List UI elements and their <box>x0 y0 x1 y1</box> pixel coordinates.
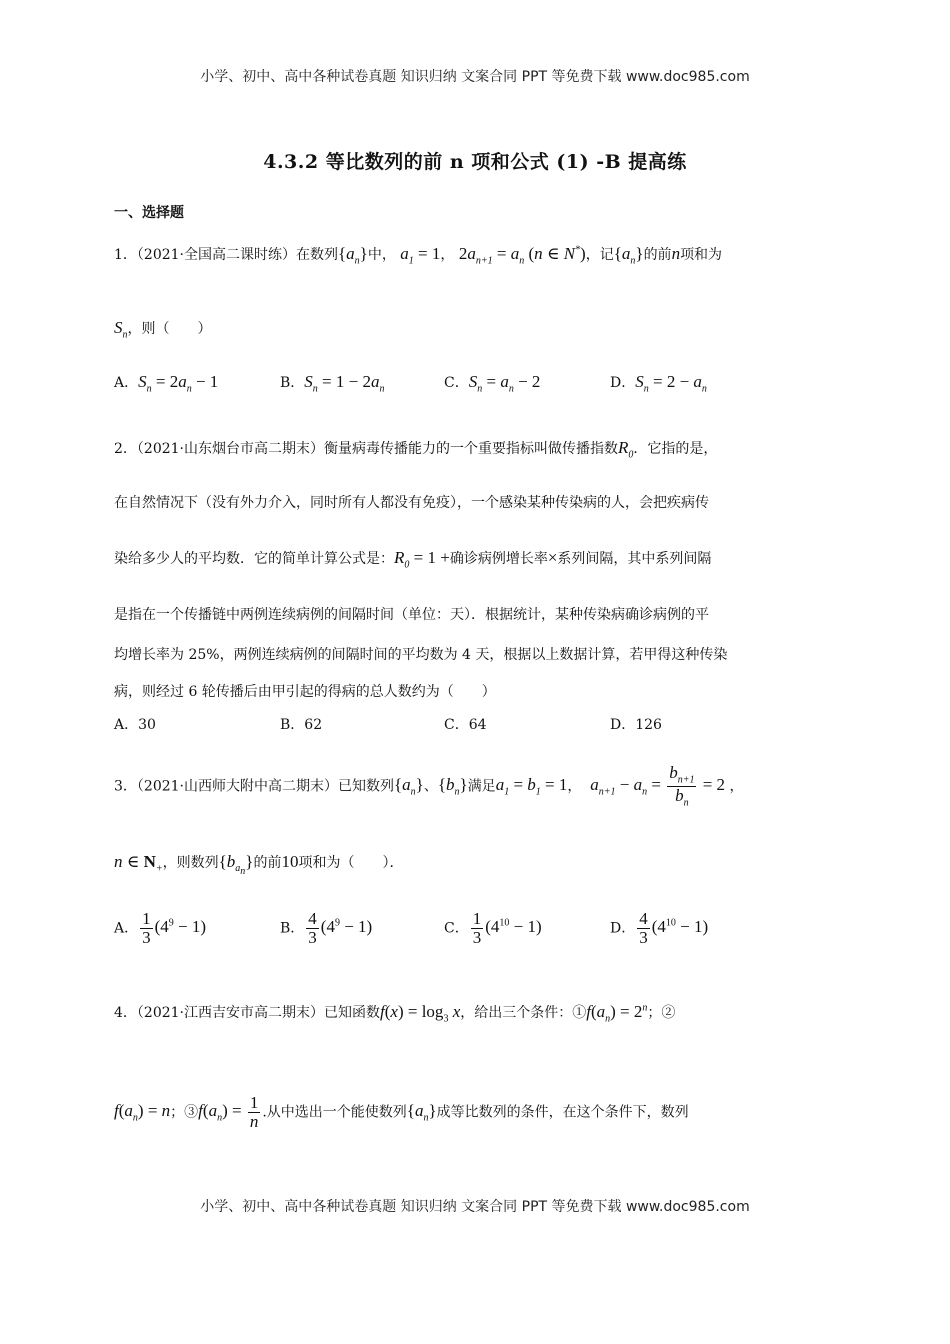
q1-formula-a1: $a_1 = 1$ <box>400 244 441 267</box>
q4-text: ；③ <box>170 1104 199 1121</box>
q2-option-b: B．62 <box>280 717 323 733</box>
q4-line-2 <box>114 1094 836 1131</box>
q1-text: 的前 <box>643 247 672 263</box>
q2-option-d: D．126 <box>610 717 662 733</box>
q1-option-d: D．$S_n = 2 - a_n$ <box>610 372 707 395</box>
q4-text: 4．（2021·江西吉安市高二期末）已知函数 <box>114 1005 380 1021</box>
q4-line-1 <box>114 1002 836 1024</box>
q4-seq-a: $\{a_n\}$ <box>406 1101 437 1124</box>
q1-text: ，记 <box>585 247 614 263</box>
q3-formula-n: n ∈ $N_+$ <box>114 852 163 875</box>
q3-formula-recur: $a_{n+1} - a_n$ = $\frac{b_{n+1}}{b_n}$ = 2 <box>590 763 726 809</box>
q1-formula-seq: $\{a_n\}$ <box>338 244 368 267</box>
page-header: 小学、初中、高中各种试卷真题 知识归纳 文案合同 PPT 等免费下载 www.doc985.com <box>200 69 750 85</box>
q1-line-2 <box>114 318 836 340</box>
q4-text: ；② <box>647 1005 676 1021</box>
q1-formula-n: n <box>671 244 681 263</box>
q3-text: 、 <box>423 778 438 795</box>
q2-times: × <box>547 548 558 567</box>
q3-seq-b: $\{b_n\}$ <box>437 775 468 798</box>
q1-formula-seq2: $\{a_n\}$ <box>613 244 644 267</box>
q2-line-2: 在自然情况下（没有外力介入，同时所有人都没有免疫），一个感染某种传染病的人，会把疾病传 <box>114 495 709 511</box>
q3-seq-a: $\{a_n\}$ <box>394 775 424 798</box>
q2-formula-r0: $R_0$ <box>617 438 634 461</box>
page-title: 4.3.2 等比数列的前 n 项和公式 (1) -B 提高练 <box>263 151 687 173</box>
q3-formula-init: $a_1 = b_1 = 1$ <box>495 775 568 798</box>
q2-text: 确诊病例增长率 <box>449 551 548 567</box>
q2-text: ．它指的是， <box>633 441 718 457</box>
q3-line-2 <box>114 852 836 877</box>
q3-option-a: A． $\frac{1}{3}$ $(4^9 - 1)$ <box>114 909 207 947</box>
q2-text: 系列间隔，其中系列间隔 <box>557 551 712 567</box>
q2-line-6: 病，则经过 6 轮传播后由甲引起的得病的总人数约为（ ） <box>114 684 496 700</box>
q3-text: ， <box>567 778 582 795</box>
page-footer: 小学、初中、高中各种试卷真题 知识归纳 文案合同 PPT 等免费下载 www.doc985.com <box>200 1199 750 1215</box>
q4-text: .从中选出一个能使数列 <box>262 1104 407 1121</box>
q4-formula-f: $f(x) = \log_3 x$ <box>380 1002 461 1025</box>
q4-cond-2: $f(a_n) = n$ <box>114 1101 171 1124</box>
q1-text: 项和为 <box>680 247 723 263</box>
q2-text: 染给多少人的平均数．它的简单计算公式是： <box>114 551 394 567</box>
q1-formula-sn: $S_n$ <box>114 318 128 341</box>
q3-text: 3．（2021·山西师大附中高二期末）已知数列 <box>114 778 394 795</box>
q2-text: 2．（2021·山东烟台市高二期末）衡量病毒传播能力的一个重要指标叫做传播指数 <box>114 441 618 457</box>
q3-text: 项和为（ ）． <box>298 855 404 871</box>
q4-cond-3: $f(a_n)$ = $\frac{1}{n}$ <box>198 1093 259 1131</box>
q3-text: ，则数列 <box>162 855 219 871</box>
q3-option-c: C． $\frac{1}{3}$ $(4^{10} - 1)$ <box>444 909 542 947</box>
section-heading: 一、选择题 <box>114 205 184 221</box>
q3-option-b: B． $\frac{4}{3}$ $(4^9 - 1)$ <box>280 909 373 947</box>
q4-cond-1: $f(a_n) = 2^n$ <box>586 1002 648 1025</box>
q2-line-1 <box>114 438 836 460</box>
q3-option-d: D． $\frac{4}{3}$ $(4^{10} - 1)$ <box>610 909 709 947</box>
q3-text: 的前 <box>253 855 282 871</box>
q4-text: 成等比数列的条件，在这个条件下，数列 <box>436 1104 689 1121</box>
q1-line-1 <box>114 244 836 266</box>
q1-option-a: A．$S_n = 2a_n - 1$ <box>114 372 219 395</box>
q3-text: ， <box>729 778 744 795</box>
q2-option-a: A．30 <box>114 717 156 733</box>
q1-option-c: C．$S_n = a_n - 2$ <box>444 372 541 395</box>
q2-option-c: C．64 <box>444 717 487 733</box>
q1-text: ，则（ ） <box>127 321 212 337</box>
q3-ten: 10 <box>281 852 299 871</box>
q1-option-b: B．$S_n = 1 - 2a_n$ <box>280 372 385 395</box>
q3-line-1 <box>114 764 836 809</box>
q3-text: 满足 <box>467 778 496 795</box>
q3-seq-ban: $\{b_{a_n}\}$ <box>218 852 254 878</box>
q1-text: ， <box>440 247 455 263</box>
q4-text: ，给出三个条件：① <box>460 1005 587 1021</box>
q2-line-4: 是指在一个传播链中两例连续病例的间隔时间（单位：天）．根据统计，某种传染病确诊病例的平 <box>114 607 709 623</box>
q2-line-5: 均增长率为 25%，两例连续病例的间隔时间的平均数为 4 天，根据以上数据计算，若甲得这种传染 <box>114 647 728 663</box>
q2-line-3 <box>114 548 836 570</box>
q1-text: 中， <box>367 247 396 263</box>
q2-formula: $R_0 = 1$ + <box>394 548 450 571</box>
q1-stem: 1．（2021·全国高二课时练）在数列 <box>114 247 338 263</box>
q1-formula-recur: $2a_{n+1} = a_n$ (n ∈ N*) <box>458 244 586 267</box>
